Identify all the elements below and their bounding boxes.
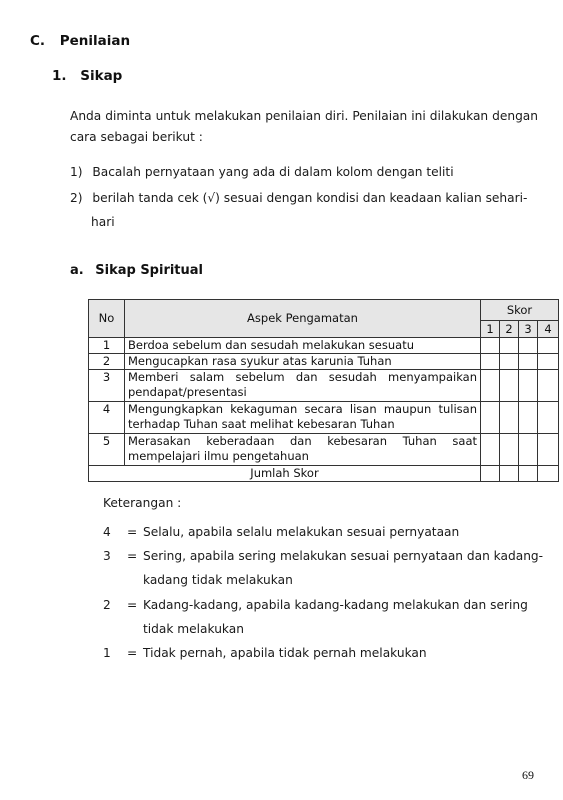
score-cell-2[interactable] — [500, 370, 519, 402]
keterangan-score: 4 — [103, 525, 111, 539]
step-text: Bacalah pernyataan yang ada di dalam kolom dengan teliti — [92, 165, 454, 179]
total-label: Jumlah Skor — [89, 466, 481, 482]
keterangan-text: Kadang-kadang, apabila kadang-kadang melakukan dan sering — [143, 598, 528, 612]
row-number: 4 — [89, 402, 125, 434]
row-aspek: Mengungkapkan kekaguman secara lisan maupun tulisan terhadap Tuhan saat melihat kebesaran Tuhan — [125, 402, 481, 434]
keterangan-continuation: kadang tidak melakukan — [143, 573, 293, 587]
header-score-2: 2 — [500, 321, 519, 338]
subheading-title: Sikap Spiritual — [95, 263, 204, 278]
keterangan-text: Tidak pernah, apabila tidak pernah melakukan — [143, 646, 427, 660]
subheading-label: a. — [70, 263, 84, 278]
score-cell-2[interactable] — [500, 338, 519, 354]
score-cell-4[interactable] — [538, 338, 559, 354]
header-no: No — [89, 300, 125, 338]
row-aspek: Mengucapkan rasa syukur atas karunia Tuhan — [125, 354, 481, 370]
score-cell-4[interactable] — [538, 354, 559, 370]
score-cell-1[interactable] — [481, 402, 500, 434]
step-number: 2) — [70, 191, 83, 205]
keterangan-continuation: tidak melakukan — [143, 622, 244, 636]
score-cell-2[interactable] — [500, 354, 519, 370]
score-cell-2[interactable] — [500, 434, 519, 466]
score-cell-4[interactable] — [538, 370, 559, 402]
row-aspek: Merasakan keberadaan dan kebesaran Tuhan saat mempelajari ilmu pengetahuan — [125, 434, 481, 466]
keterangan-score: 3 — [103, 549, 111, 563]
score-cell-1[interactable] — [481, 338, 500, 354]
intro-paragraph: Anda diminta untuk melakukan penilaian diri. Penilaian ini dilakukan dengan cara sebagai berikut : — [70, 109, 538, 144]
score-cell-3[interactable] — [519, 434, 538, 466]
row-aspek: Berdoa sebelum dan sesudah melakukan sesuatu — [125, 338, 481, 354]
table-row — [89, 354, 559, 370]
score-cell-3[interactable] — [519, 354, 538, 370]
row-number: 3 — [89, 370, 125, 402]
step-1 — [70, 163, 454, 181]
score-cell-3[interactable] — [519, 338, 538, 354]
row-aspek: Memberi salam sebelum dan sesudah menyampaikan pendapat/presentasi — [125, 370, 481, 402]
header-score-3: 3 — [519, 321, 538, 338]
header-score-4: 4 — [538, 321, 559, 338]
keterangan-equals: = — [127, 549, 138, 563]
total-score-3[interactable] — [519, 466, 538, 482]
row-number: 2 — [89, 354, 125, 370]
header-aspek: Aspek Pengamatan — [125, 300, 481, 338]
header-skor: Skor — [481, 300, 559, 321]
subsection-label: 1. — [52, 68, 67, 84]
subsection-heading — [52, 68, 122, 84]
table-row — [89, 338, 559, 354]
table-row — [89, 434, 559, 466]
page-number: 69 — [522, 768, 534, 782]
subsection-title: Sikap — [80, 68, 123, 84]
score-cell-2[interactable] — [500, 402, 519, 434]
row-number: 1 — [89, 338, 125, 354]
table-row — [89, 402, 559, 434]
step-number: 1) — [70, 165, 83, 179]
score-cell-3[interactable] — [519, 402, 538, 434]
score-cell-4[interactable] — [538, 402, 559, 434]
keterangan-text: Selalu, apabila selalu melakukan sesuai pernyataan — [143, 525, 460, 539]
total-score-4[interactable] — [538, 466, 559, 482]
score-cell-4[interactable] — [538, 434, 559, 466]
section-title: Penilaian — [59, 33, 131, 49]
header-score-1: 1 — [481, 321, 500, 338]
table-row — [89, 370, 559, 402]
keterangan-text: Sering, apabila sering melakukan sesuai pernyataan dan kadang- — [143, 549, 544, 563]
section-label: C. — [30, 33, 46, 49]
total-score-1[interactable] — [481, 466, 500, 482]
keterangan-equals: = — [127, 525, 138, 539]
keterangan-score: 2 — [103, 598, 111, 612]
total-score-2[interactable] — [500, 466, 519, 482]
step-2-continuation: hari — [91, 215, 115, 229]
step-text: berilah tanda cek (√) sesuai dengan kondisi dan keadaan kalian sehari- — [92, 191, 528, 205]
score-cell-1[interactable] — [481, 354, 500, 370]
keterangan-title: Keterangan : — [103, 496, 182, 510]
row-number: 5 — [89, 434, 125, 466]
total-row — [89, 466, 559, 482]
score-cell-3[interactable] — [519, 370, 538, 402]
subheading — [70, 263, 203, 278]
sikap-spiritual-table — [88, 299, 559, 482]
keterangan-equals: = — [127, 598, 138, 612]
section-heading — [30, 33, 130, 49]
score-cell-1[interactable] — [481, 434, 500, 466]
keterangan-equals: = — [127, 646, 138, 660]
step-2 — [70, 189, 527, 207]
keterangan-score: 1 — [103, 646, 111, 660]
score-cell-1[interactable] — [481, 370, 500, 402]
